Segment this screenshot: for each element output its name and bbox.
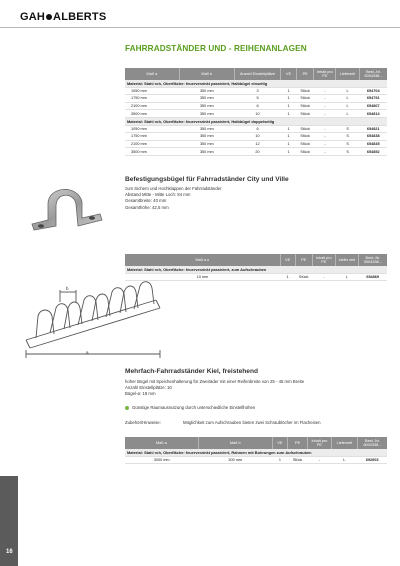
material-text: Material: Stahl roh, Oberfläche: feuerverzinkt passiviert, Halbbügel einseitig	[125, 80, 387, 87]
section-title-befestigungsbuegel: Befestigungsbügel für Fahrradständer City und Ville	[125, 176, 289, 183]
material-text: Material: Stahl roh, Oberfläche: feuerverzinkt passiviert, zum Aufschrauben	[125, 266, 387, 273]
table-header-row	[125, 254, 387, 266]
table-row	[125, 456, 387, 464]
cell: 1	[281, 125, 297, 133]
table-row	[125, 110, 387, 118]
desc-line: Anzahl Einstellplätze: 10	[125, 385, 172, 391]
cell: -	[314, 87, 336, 95]
cell: L	[331, 456, 357, 464]
cell: L	[336, 95, 360, 103]
col-lieferzeit: Liefer zeit	[335, 254, 358, 266]
cell: L	[336, 87, 360, 95]
table-row	[125, 148, 387, 156]
cell: 1	[281, 133, 297, 141]
material-text: Material: Stahl roh, Oberfläche: feuerverzinkt passiviert, Rahmen mit Bohrungen zum Aufschrauben	[125, 449, 387, 456]
zubehoer-label: Zubehör/Hinweise:	[125, 420, 161, 425]
table-row	[125, 102, 387, 110]
cell: -	[314, 95, 336, 103]
cell: 10	[234, 110, 281, 118]
cell: 3500 mm	[125, 110, 179, 118]
cell: L	[336, 102, 360, 110]
bike-rack-image	[16, 278, 166, 364]
col-mass: Maß a u	[125, 254, 280, 266]
material-row	[125, 117, 387, 125]
section-title-fahrradstaender: FAHRRADSTÄNDER UND - REIHENANLAGEN	[125, 44, 307, 53]
col-pe: PE	[296, 68, 314, 80]
cell: 3000 mm	[125, 456, 198, 464]
section-title-mehrfach: Mehrfach-Fahrradständer Kiel, freistehend	[125, 368, 259, 375]
cell: 1	[281, 140, 297, 148]
col-pe: PE	[288, 437, 308, 449]
cell: -	[314, 110, 336, 118]
cell: L	[335, 273, 358, 281]
article-number: 654814	[360, 110, 388, 118]
header-divider	[0, 27, 400, 28]
zubehoer-text: Möglichkeit zum Aufschrauben bieten zwei Schraublöcher im Flacheisen	[183, 420, 321, 425]
brand-logo	[20, 11, 106, 23]
cell: 350 mm	[179, 133, 234, 141]
cell: S	[336, 148, 360, 156]
cell: 10 mm	[125, 273, 280, 281]
cell: 1	[280, 273, 295, 281]
table-header-row	[125, 68, 387, 80]
col-mass-b: Maß b	[198, 437, 272, 449]
feature-bullet	[125, 405, 255, 410]
col-ve: VE	[272, 437, 288, 449]
material-row	[125, 80, 387, 87]
table-row	[125, 140, 387, 148]
col-inhalt: Inhalt pro PE	[307, 437, 331, 449]
cell: 6	[234, 102, 281, 110]
cell: 350 mm	[179, 110, 234, 118]
article-number: 654704	[360, 87, 388, 95]
cell: 10	[234, 133, 281, 141]
logo-left: GAH	[20, 11, 46, 23]
table-header-row	[125, 437, 387, 449]
article-number: 654821	[360, 125, 388, 133]
desc-line: hoher Bügel mit Speichenhalterung für Zweiräder mit einer Reifenbreite von 25 - 45 mm Breite	[125, 379, 305, 384]
rack-description	[125, 379, 385, 398]
cell: 300 mm	[198, 456, 272, 464]
cell: -	[314, 133, 336, 141]
desc-line: Gesamthöhe: 42,5 mm	[125, 204, 169, 210]
cell: Stück	[296, 95, 314, 103]
col-inhalt: Inhalt pro PE	[314, 68, 336, 80]
cell: Stück	[296, 133, 314, 141]
cell: -	[314, 148, 336, 156]
cell: Stück	[296, 87, 314, 95]
col-bestnr: Best.-Nr. 6004338...	[357, 437, 387, 449]
cell: 12	[234, 140, 281, 148]
cell: 350 mm	[179, 125, 234, 133]
cell: -	[314, 140, 336, 148]
cell: 5	[234, 95, 281, 103]
material-row	[125, 449, 387, 456]
table-row	[125, 133, 387, 141]
cell: 1750 mm	[125, 95, 179, 103]
cell: 350 mm	[179, 87, 234, 95]
label-b: b	[66, 286, 69, 291]
cell: 1050 mm	[125, 87, 179, 95]
desc-line: Bügel-ø: 18 mm	[125, 391, 156, 397]
article-number: 654845	[360, 140, 388, 148]
article-number: 654807	[360, 102, 388, 110]
article-number: 654791	[360, 95, 388, 103]
col-mass-a: Maß a	[125, 437, 198, 449]
col-lieferzeit: Lieferzeit	[331, 437, 357, 449]
cell: -	[314, 102, 336, 110]
col-ve: VE	[280, 254, 295, 266]
desc-line: zum Sichern und Hochklappen der Fahrradständer	[125, 186, 222, 191]
article-number: 692603	[357, 456, 387, 464]
page-number: 16	[6, 549, 13, 555]
bracket-description	[125, 186, 385, 211]
col-inhalt: Inhalt pro PE	[312, 254, 335, 266]
zubehoer-line	[125, 420, 385, 426]
cell: -	[312, 273, 335, 281]
bullet-text: Günstige Raumausnutzung durch unterschiedliche Einstellhöhen	[132, 405, 256, 410]
cell: S	[336, 140, 360, 148]
cell: Stück	[296, 110, 314, 118]
col-ve: VE	[281, 68, 297, 80]
cell: 2100 mm	[125, 140, 179, 148]
table-mehrfach	[125, 437, 387, 464]
logo-dot-icon	[46, 14, 52, 20]
cell: 350 mm	[179, 102, 234, 110]
desc-line: Gesamtbreite: 40 mm	[125, 198, 167, 204]
material-row	[125, 266, 387, 273]
cell: 3	[234, 87, 281, 95]
cell: 3500 mm	[125, 148, 179, 156]
cell: 350 mm	[179, 95, 234, 103]
desc-line: Abstand Mitte - Mitte Loch: 84 mm	[125, 192, 191, 198]
cell: 350 mm	[179, 140, 234, 148]
cell: 1	[272, 456, 288, 464]
cell: 1050 mm	[125, 125, 179, 133]
cell: S	[336, 125, 360, 133]
logo-right: ALBERTS	[53, 11, 107, 23]
col-pe: PE	[295, 254, 312, 266]
cell: 1	[281, 110, 297, 118]
cell: Stück	[296, 140, 314, 148]
cell: Stück	[296, 102, 314, 110]
col-anzahl: Anzahl Einstellplätze	[234, 68, 281, 80]
cell: -	[307, 456, 331, 464]
col-mass-b: Maß b	[179, 68, 234, 80]
cell: Stück	[288, 456, 308, 464]
cell: 1	[281, 148, 297, 156]
cell: 2100 mm	[125, 102, 179, 110]
cell: Stück	[295, 273, 312, 281]
table-row	[125, 125, 387, 133]
article-number: 654852	[360, 148, 388, 156]
table-row	[125, 87, 387, 95]
cell: 1	[281, 102, 297, 110]
cell: 1	[281, 87, 297, 95]
col-bestnr: Best.-Nr. 6004338...	[360, 68, 388, 80]
col-lieferzeit: Lieferzeit	[336, 68, 360, 80]
cell: S	[336, 133, 360, 141]
cell: L	[336, 110, 360, 118]
cell: Stück	[296, 125, 314, 133]
table-fahrradstaender	[125, 68, 387, 156]
cell: 20	[234, 148, 281, 156]
table-row	[125, 95, 387, 103]
cell: 1	[281, 95, 297, 103]
cell: 6	[234, 125, 281, 133]
cell: 1750 mm	[125, 133, 179, 141]
cell: -	[314, 125, 336, 133]
article-number: 654838	[360, 133, 388, 141]
article-number: 654869	[358, 273, 387, 281]
col-mass-a: Maß a	[125, 68, 179, 80]
material-text: Material: Stahl roh, Oberfläche: feuerverzinkt passiviert, Halbbügel doppelseitig	[125, 117, 387, 125]
label-a: a	[86, 350, 89, 355]
mounting-bracket-image	[26, 178, 106, 238]
bullet-dot-icon	[125, 406, 129, 410]
cell: 350 mm	[179, 148, 234, 156]
cell: Stück	[296, 148, 314, 156]
col-bestnr: Best.-Nr. 6004338...	[358, 254, 387, 266]
